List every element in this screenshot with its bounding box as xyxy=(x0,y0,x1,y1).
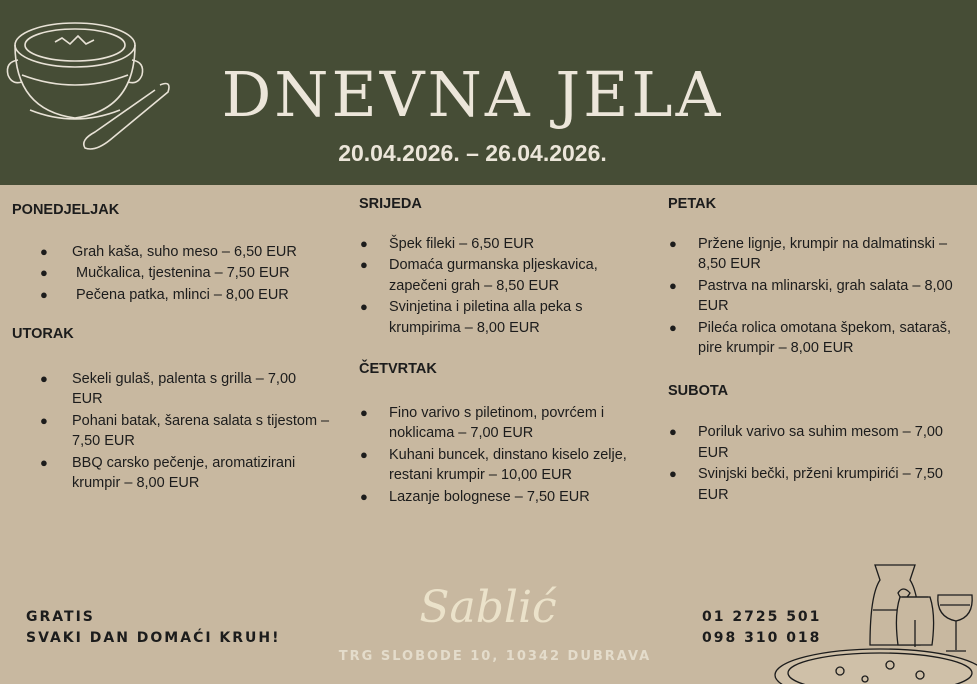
bullet-icon: ● xyxy=(669,466,677,481)
dish-text: Mučkalica, tjestenina – 7,50 EUR xyxy=(76,265,290,281)
list-item xyxy=(359,234,629,255)
bullet-icon: ● xyxy=(40,370,48,386)
bullet-icon: ● xyxy=(360,488,368,504)
dish-text: Domaća gurmanska pljeskavica, zapečeni grah – 8,50 EUR xyxy=(389,257,598,294)
dish-text: Pečena patka, mlinci – 8,00 EUR xyxy=(76,286,289,303)
dish-text: Svinjetina i piletina alla peka s krumpirima – 8,00 EUR xyxy=(389,299,583,336)
bullet-icon: ● xyxy=(669,424,677,439)
page-title: DNEVNA JELA xyxy=(221,58,724,131)
list-item xyxy=(359,297,629,338)
bullet-icon: ● xyxy=(360,299,368,314)
bullet-icon: ● xyxy=(40,243,48,259)
phone-1: 01 2725 501 xyxy=(702,609,822,625)
menu-column-1 xyxy=(12,190,342,495)
bullet-icon: ● xyxy=(40,412,48,428)
dish-text: Pileća rolica omotana špekom, sataraš, pire krumpir – 8,00 EUR xyxy=(698,319,952,356)
day-heading-srijeda: SRIJEDA xyxy=(359,196,422,212)
bullet-icon: ● xyxy=(40,454,48,470)
bullet-icon: ● xyxy=(40,265,48,280)
list-item xyxy=(12,453,317,494)
bullet-icon: ● xyxy=(360,235,368,251)
list-item xyxy=(668,276,970,317)
bread-label: SVAKI DAN DOMAĆI KRUH! xyxy=(26,630,281,646)
bullet-icon: ● xyxy=(40,286,48,302)
dish-text: Pohani batak, šarena salata s tijestom – 7,50 EUR xyxy=(72,412,330,449)
gratis-label: GRATIS xyxy=(26,609,95,625)
list-item xyxy=(12,285,342,306)
bullet-icon: ● xyxy=(360,404,368,420)
free-bread-note xyxy=(26,607,281,649)
dish-text: Špek fileki – 6,50 EUR xyxy=(389,235,535,252)
list-item xyxy=(12,369,317,410)
dish-text: Fino varivo s piletinom, povrćem i noklicama – 7,00 EUR xyxy=(389,404,605,441)
menu-list-petak xyxy=(668,234,968,359)
menu-list-utorak xyxy=(12,369,342,494)
bullet-icon: ● xyxy=(669,277,677,293)
menu-list-ponedjeljak xyxy=(12,242,342,306)
bullet-icon: ● xyxy=(669,235,677,251)
day-heading-utorak: UTORAK xyxy=(12,326,74,342)
day-heading-subota: SUBOTA xyxy=(668,382,729,399)
dish-text: Grah kaša, suho meso – 6,50 EUR xyxy=(72,243,297,260)
dish-text: Pržene lignje, krumpir na dalmatinski – 8,50 EUR xyxy=(698,235,948,272)
menu-list-subota xyxy=(668,422,968,505)
bullet-icon: ● xyxy=(360,257,368,272)
list-item xyxy=(12,263,342,284)
list-item xyxy=(668,234,970,275)
restaurant-address: TRG SLOBODE 10, 10342 DUBRAVA xyxy=(338,649,652,664)
day-heading-petak: PETAK xyxy=(668,196,717,212)
day-heading-ponedjeljak: PONEDJELJAK xyxy=(12,202,120,218)
dish-text: BBQ carsko pečenje, aromatizirani krumpir – 8,00 EUR xyxy=(72,454,296,491)
dish-text: Sekeli gulaš, palenta s grilla – 7,00 EUR xyxy=(72,370,297,407)
dish-text: Poriluk varivo sa suhim mesom – 7,00 EUR xyxy=(698,424,943,461)
list-item xyxy=(359,255,629,296)
phone-2: 098 310 018 xyxy=(702,630,822,646)
list-item xyxy=(359,445,651,486)
list-item xyxy=(359,487,651,508)
bullet-icon: ● xyxy=(360,446,368,462)
restaurant-logo: Sablić xyxy=(419,582,557,633)
menu-column-2 xyxy=(359,190,659,508)
dish-text: Kuhani buncek, dinstano kiselo zelje, restani krumpir – 10,00 EUR xyxy=(389,446,627,483)
dish-text: Svinjski bečki, prženi krumpirići – 7,50 EUR xyxy=(698,466,943,503)
menu-column-3 xyxy=(668,190,968,506)
list-item xyxy=(12,242,342,263)
date-range: 20.04.2026. – 26.04.2026. xyxy=(338,140,607,166)
list-item xyxy=(668,464,970,505)
menu-list-cetvrtak xyxy=(359,403,659,508)
dish-text: Lazanje bolognese – 7,50 EUR xyxy=(389,488,590,505)
list-item xyxy=(12,411,342,452)
list-item xyxy=(668,422,970,463)
day-heading-cetvrtak: ČETVRTAK xyxy=(359,361,437,377)
header-banner xyxy=(0,0,977,185)
dish-text: Pastrva na mlinarski, grah salata – 8,00 EUR xyxy=(698,277,953,314)
bullet-icon: ● xyxy=(669,319,677,335)
menu-list-srijeda xyxy=(359,234,659,339)
list-item xyxy=(359,403,651,444)
list-item xyxy=(668,318,970,359)
wine-pizza-illustration xyxy=(770,555,977,684)
